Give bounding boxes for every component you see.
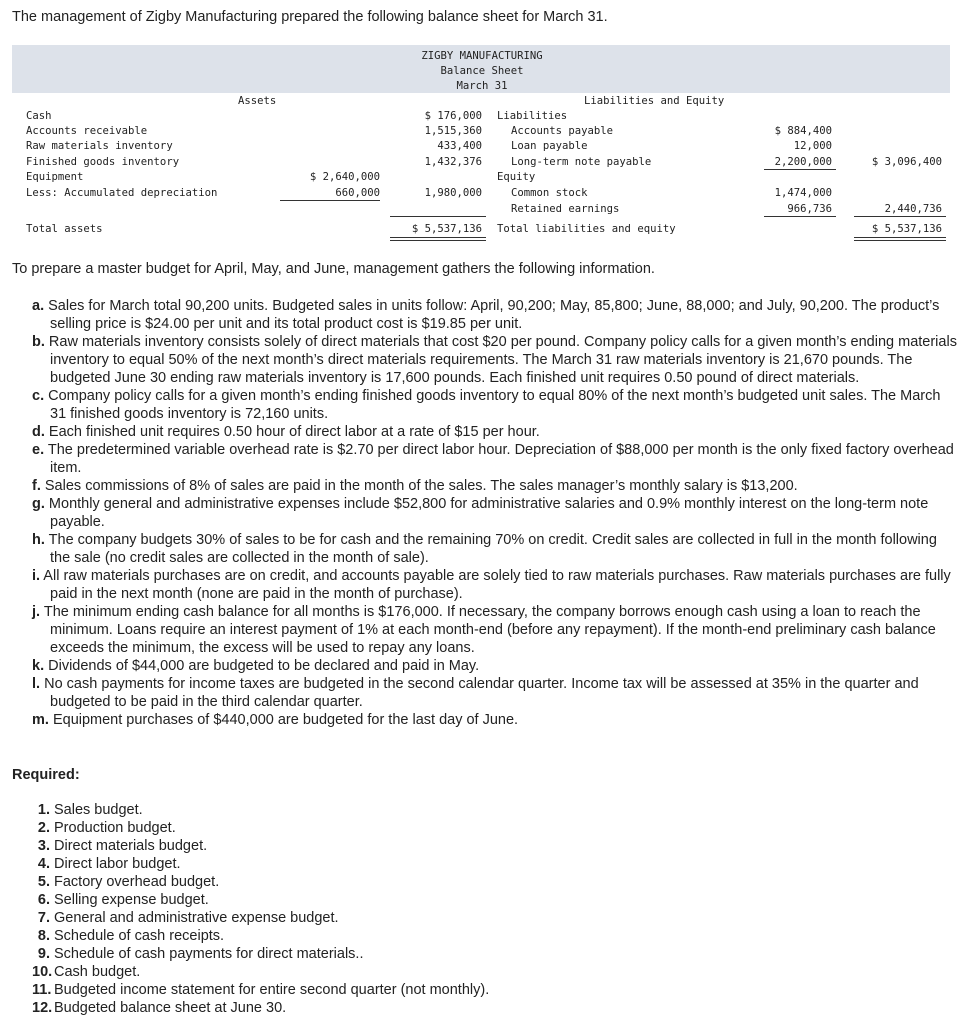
ap-amount: $ 884,400 (774, 125, 832, 137)
info-item-j: j. The minimum ending cash balance for all months is $176,000. If necessary, the company borrows enough cash using a loan to reach the minimum. Loans require an interest payment of 1% at each month-end (before any repayment). If the month-end preliminary cash balance exceeds the minimum, the excess will be used to repay any loans. (32, 604, 936, 656)
info-item-i: i. All raw materials purchases are on credit, and accounts payable are solely tied to raw materials purchases. Raw materials purchases are fully paid in the next month (none are paid in the month of purchase). (32, 568, 951, 602)
equipment-label: Equipment (26, 171, 84, 183)
retained-earnings-label: Retained earnings (511, 203, 620, 215)
le-double-underline (854, 237, 946, 241)
fg-amount: 1,432,376 (424, 156, 482, 168)
info-item-a: a. Sales for March total 90,200 units. Budgeted sales in units follow: April, 90,200; May, 85,800; June, 88,000; and July, 90,200. The product’s selling price is $24.00 per unit and its total product cost is $19.85 per unit. (32, 298, 940, 332)
fg-label: Finished goods inventory (26, 156, 180, 168)
required-item-1: 1. Sales budget. (37, 802, 143, 818)
info-item-e: e. The predetermined variable overhead rate is $2.70 per direct labor hour. Depreciation of $88,000 per month is the only fixed factory overhead item. (32, 442, 954, 476)
required-item-12: 12. Budgeted balance sheet at June 30. (32, 1000, 287, 1016)
required-title: Required: (12, 767, 80, 783)
rm-label: Raw materials inventory (26, 140, 173, 152)
loan-amount: 12,000 (793, 140, 832, 152)
required-item-2: 2. Production budget. (37, 820, 176, 836)
required-item-10: 10. Cash budget. (32, 964, 141, 980)
required-item-8: 8. Schedule of cash receipts. (37, 928, 225, 944)
info-item-l: l. No cash payments for income taxes are budgeted in the second calendar quarter. Income tax will be assessed at 35% in the quarter and budgeted to be paid in the third calendar quarter. (32, 676, 919, 710)
company-name: ZIGBY MANUFACTURING (421, 50, 543, 62)
prep-text: To prepare a master budget for April, May, and June, management gathers the following information. (12, 261, 655, 277)
ar-label: Accounts receivable (26, 125, 148, 137)
statement-title: Balance Sheet (440, 65, 524, 77)
liabilities-header: Liabilities (497, 110, 568, 122)
assets-double-underline (390, 237, 486, 241)
ar-amount: 1,515,360 (424, 125, 482, 137)
info-item-b: b. Raw materials inventory consists solely of direct materials that cost $20 per pound. Company policy calls for a given month’s ending materials inventory to equal 50% of the next month’s direct materials requirements. The March 31 raw materials inventory is 21,670 pounds. The budgeted June 30 ending raw materials inventory is 17,600 pounds. Each finished unit requires 0.50 pound of direct materials. (32, 334, 957, 386)
depreciation-underline (280, 200, 380, 201)
total-assets-amount: $ 5,537,136 (411, 223, 482, 235)
info-item-m: m. Equipment purchases of $440,000 are budgeted for the last day of June. (32, 712, 519, 728)
statement-date: March 31 (456, 80, 508, 92)
equity-header: Equity (497, 171, 536, 183)
info-list (32, 297, 957, 729)
balance-sheet (12, 45, 950, 240)
note-label: Long-term note payable (511, 156, 652, 168)
ap-label: Accounts payable (511, 125, 614, 137)
required-item-7: 7. General and administrative expense budget. (37, 910, 339, 926)
total-le-amount: $ 5,537,136 (871, 223, 942, 235)
total-le-label: Total liabilities and equity (497, 223, 676, 235)
required-item-11: 11. Budgeted income statement for entire second quarter (not monthly). (32, 982, 490, 998)
liab-equity-header: Liabilities and Equity (584, 95, 725, 107)
total-assets-label: Total assets (26, 223, 103, 235)
equipment-amount: $ 2,640,000 (309, 171, 380, 183)
required-list (32, 801, 489, 1017)
required-item-9: 9. Schedule of cash payments for direct materials.. (37, 946, 364, 962)
info-item-c: c. Company policy calls for a given month’s ending finished goods inventory to equal 80% of the next month’s budgeted unit sales. The March 31 finished goods inventory is 72,160 units. (32, 388, 941, 422)
common-stock-amount: 1,474,000 (774, 187, 832, 199)
liabilities-underline (764, 169, 836, 170)
cash-label: Cash (26, 110, 52, 122)
info-item-k: k. Dividends of $44,000 are budgeted to be declared and paid in May. (32, 658, 480, 674)
intro-text: The management of Zigby Manufacturing prepared the following balance sheet for March 31. (12, 9, 608, 25)
assets-header: Assets (238, 95, 277, 107)
equity-underline (764, 216, 836, 217)
loan-label: Loan payable (511, 140, 588, 152)
assets-total-underline (390, 216, 486, 217)
cash-amount: $ 176,000 (424, 110, 482, 122)
rm-amount: 433,400 (437, 140, 482, 152)
info-item-g: g. Monthly general and administrative expenses include $52,800 for administrative salaries and 0.9% monthly interest on the long-term note payable. (32, 496, 929, 530)
total-equity-amount: 2,440,736 (884, 203, 942, 215)
info-item-f: f. Sales commissions of 8% of sales are paid in the month of the sales. The sales manager’s monthly salary is $13,200. (32, 478, 798, 494)
info-item-h: h. The company budgets 30% of sales to be for cash and the remaining 70% on credit. Credit sales are collected in full in the month following the sale (no credit sales are collected in the month of sale). (32, 532, 937, 566)
required-item-6: 6. Selling expense budget. (37, 892, 209, 908)
required-item-4: 4. Direct labor budget. (37, 856, 181, 872)
info-item-d: d. Each finished unit requires 0.50 hour of direct labor at a rate of $15 per hour. (32, 424, 540, 440)
required-item-3: 3. Direct materials budget. (37, 838, 208, 854)
total-equity-underline (854, 216, 946, 217)
common-stock-label: Common stock (511, 187, 588, 199)
net-equipment-amount: 1,980,000 (424, 187, 482, 199)
total-liabilities-amount: $ 3,096,400 (871, 156, 942, 168)
depreciation-amount: 660,000 (335, 187, 380, 199)
depreciation-label: Less: Accumulated depreciation (26, 187, 218, 199)
note-amount: 2,200,000 (774, 156, 832, 168)
required-item-5: 5. Factory overhead budget. (37, 874, 220, 890)
retained-earnings-amount: 966,736 (787, 203, 832, 215)
